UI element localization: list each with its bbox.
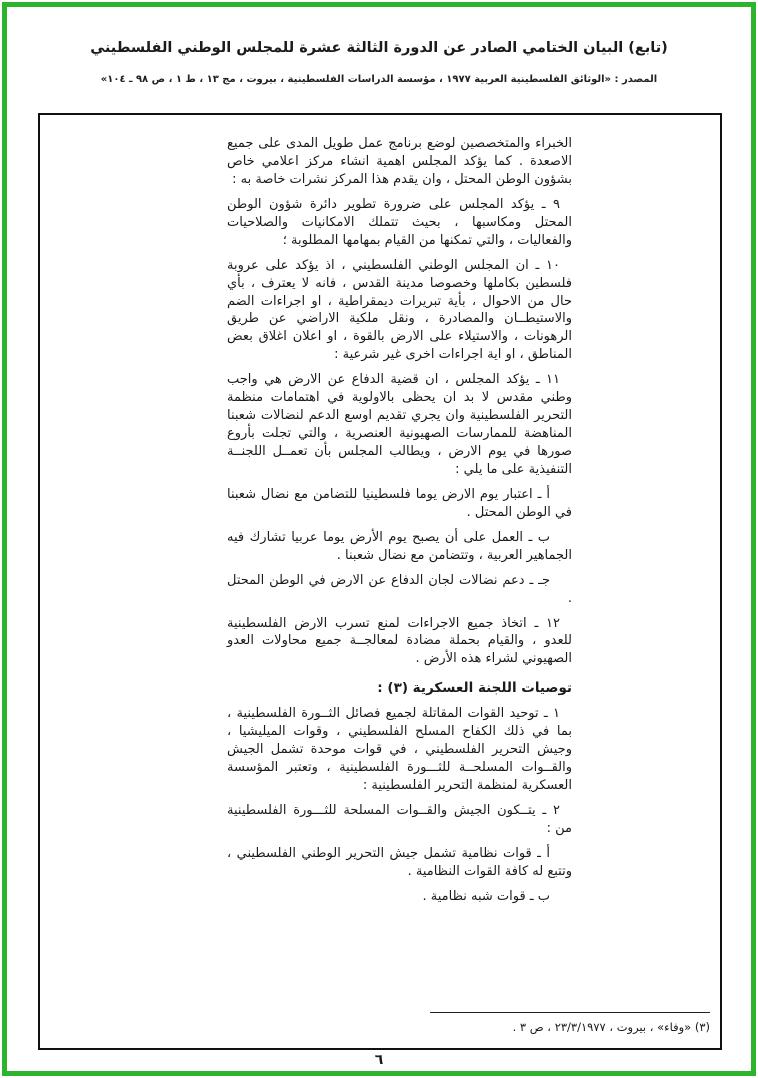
source-citation: المصدر : «الوثائق الفلسطينية العربية ١٩٧٧ ، مؤسسة الدراسات الفلسطينية ، بيروت ، مج ١٣ ، ط ١ ، ص ٩٨ ـ ١٠٤» [100, 74, 658, 85]
paragraph-sub-a2: أ ـ قوات نظامية تشمل جيش التحرير الوطني الفلسطيني ، وتتبع له كافة القوات النظامية . [227, 845, 572, 879]
paragraph-sub-j: جـ ـ دعم نضالات لجان الدفاع عن الارض في الوطن المحتل . [227, 572, 572, 606]
page-number: ٦ [374, 1052, 384, 1068]
paragraph-item-12: ١٢ ـ اتخاذ جميع الاجراءات لمنع تسرب الارض الفلسطينية للعدو ، والقيام بحملة مضادة لمعالجــة جميع محاولات العدو الصهيوني لشراء هذه الأرض . [227, 615, 572, 667]
paragraph-sub-b2: ب ـ قوات شبه نظامية . [422, 888, 550, 904]
document-title: (تابع) البيان الختامي الصادر عن الدورة الثالثة عشرة للمجلس الوطني الفلسطيني [90, 40, 668, 56]
section-heading-military-committee: توصيات اللجنة العسكرية (٣) : [377, 680, 572, 697]
body-text-column [227, 135, 572, 913]
paragraph-item-11: ١١ ـ يؤكد المجلس ، ان قضية الدفاع عن الارض هي واجب وطني مقدس لا بد ان يحظى بالاولوية في اهتمامات منظمة التحرير الفلسطينية وان يجري تقديم اوسع الدعم لنضالات شعبنا المناهضة للممارسات الصهيونية العنصرية ، والتي تجلت بأروع صورها في يوم الارض ، ويطالب المجلس بأن تعمــل اللجنــة التنفيذية على ما يلي : [227, 372, 572, 477]
footnote-block [430, 1012, 710, 1034]
paragraph-item-2: ٢ ـ يتــكون الجيش والقــوات المسلحة للثـــورة الفلسطينية من : [227, 803, 572, 836]
paragraph-item-1: ١ ـ توحيد القوات المقاتلة لجميع فصائل الثــورة الفلسطينية ، بما في ذلك الكفاح المسلح الفلسطيني ، وقوات الميليشيا ، وجيش التحرير الفلسطيني ، في قوات موحدة تشمل الجيش والقــوات المسلحــة للثـــورة الفلسطينية ، وتعتبر المؤسسة العسكرية لمنظمة التحرير الفلسطينية : [227, 706, 572, 794]
paragraph-sub-a: أ ـ اعتبار يوم الارض يوما فلسطينيا للتضامن مع نضال شعبنا في الوطن المحتل . [227, 486, 572, 520]
content-box [38, 113, 722, 1050]
footnote-text: (٣) «وفاء» ، بيروت ، ٢٣/٣/١٩٧٧ ، ص ٣ . [512, 1020, 710, 1034]
paragraph-item-9: ٩ ـ يؤكد المجلس على ضرورة تطوير دائرة شؤون الوطن المحتل ومكاسبها ، بحيث تتملك الامكانيات والصلاحيات والفعاليات ، والتي تمكنها من القيام بمهامها المطلوبة ؛ [227, 196, 572, 248]
paragraph-item-10: ١٠ ـ ان المجلس الوطني الفلسطيني ، اذ يؤكد على عروبة فلسطين بكاملها وخصوصا مدينة القدس ، فانه لا يعترف ، بأي حال من الاحوال ، بأية تبريرات ديمقراطية ، او اجراءات الضم والاستيطــان والمصادرة ، ونقل ملكية الاراضي عن طريق الرهونات ، والاستيلاء على الارض بالقوة ، او اعلان اغلاق بعض المناطق ، او اية اجراءات اخرى غير شرعية : [227, 257, 572, 363]
footnote-separator-rule [430, 1012, 710, 1013]
paragraph-continuation: الخبراء والمتخصصين لوضع برنامج عمل طويل المدى على جميع الاصعدة . كما يؤكد المجلس اهمية انشاء مركز اعلامي خاص بشؤون الوطن المحتل ، وان يقدم هذا المركز نشرات خاصة به : [227, 136, 572, 187]
paragraph-sub-b: ب ـ العمل على أن يصبح يوم الأرض يوما عربيا تشارك فيه الجماهير العربية ، وتتضامن مع نضال شعبنا . [227, 529, 572, 563]
